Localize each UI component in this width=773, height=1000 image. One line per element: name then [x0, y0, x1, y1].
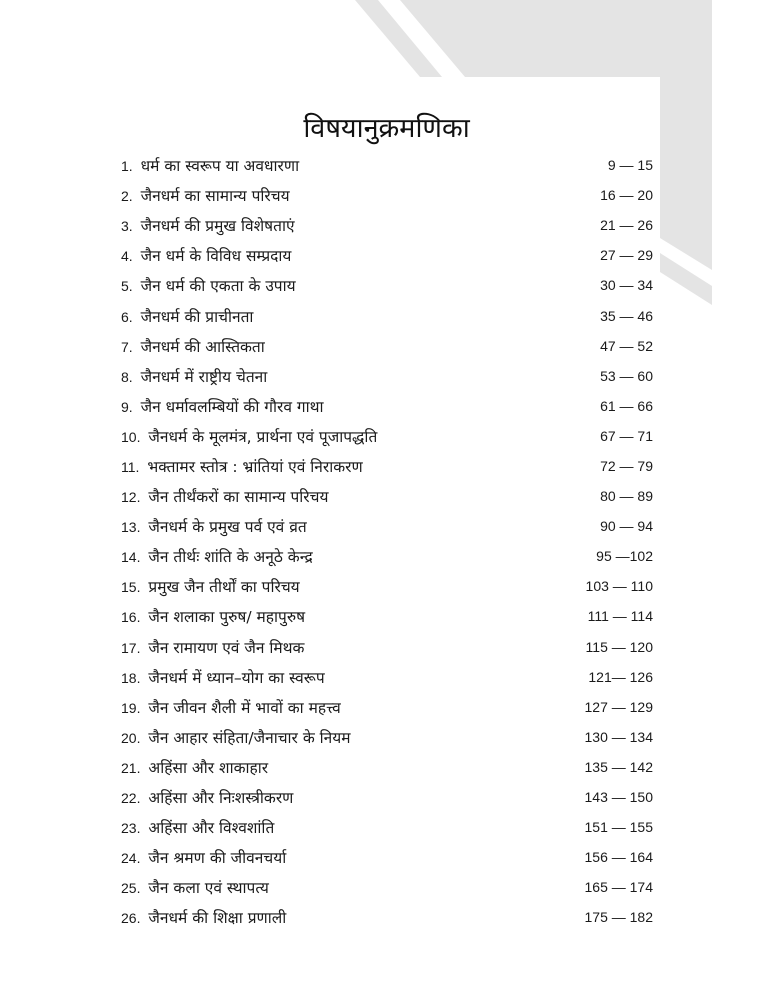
- entry-number: 23.: [121, 820, 141, 837]
- toc-row: [121, 180, 653, 210]
- entry-title: जैनधर्म की आस्तिकता: [140, 337, 265, 356]
- entry-title: जैन धर्मावलम्बियों की गौरव गाथा: [140, 397, 324, 416]
- entry-title: जैनधर्म की शिक्षा प्रणाली: [148, 909, 287, 928]
- page-range: 21 — 26: [600, 217, 653, 234]
- entry-number: 5.: [121, 278, 133, 295]
- entry-number: 2.: [121, 188, 133, 205]
- entry-title: जैन कला एवं स्थापत्य: [148, 879, 269, 898]
- page-range: 130 — 134: [584, 728, 653, 745]
- page-range: 9 — 15: [607, 157, 653, 174]
- entry-number: 21.: [121, 759, 141, 776]
- page-range: 103 — 110: [585, 578, 653, 595]
- entry-number: 18.: [121, 669, 141, 686]
- toc-row: [121, 541, 653, 571]
- toc-row: [121, 752, 653, 782]
- toc-row: [121, 421, 653, 451]
- toc-row: [121, 662, 653, 692]
- entry-number: 12.: [121, 489, 141, 506]
- page-range: 121— 126: [588, 668, 653, 685]
- page-range: 127 — 129: [584, 698, 653, 715]
- page-range: 27 — 29: [600, 247, 653, 264]
- entry-title: भक्तामर स्तोत्र : भ्रांतियां एवं निराकरण: [147, 457, 363, 476]
- page-range: 90 — 94: [600, 518, 653, 535]
- entry-number: 15.: [121, 579, 141, 596]
- entry-title: जैनधर्म की प्राचीनता: [140, 307, 254, 326]
- entry-number: 22.: [121, 790, 141, 807]
- entry-number: 16.: [121, 609, 141, 626]
- entry-number: 6.: [121, 308, 133, 325]
- entry-number: 25.: [121, 880, 141, 897]
- toc-row: [121, 902, 653, 932]
- toc-row: [121, 391, 653, 421]
- entry-title: अहिंसा और शाकाहार: [148, 758, 269, 777]
- entry-title: जैनधर्म के मूलमंत्र, प्रार्थना एवं पूजापद्धति: [148, 427, 378, 446]
- toc-row: [121, 331, 653, 361]
- entry-title: जैन जीवन शैली में भावों का महत्त्व: [148, 698, 341, 717]
- page-range: 47 — 52: [600, 337, 653, 354]
- toc-row: [121, 632, 653, 662]
- page-range: 16 — 20: [600, 187, 653, 204]
- entry-title: जैन श्रमण की जीवनचर्या: [148, 849, 287, 868]
- entry-number: 14.: [121, 549, 141, 566]
- page-range: 53 — 60: [600, 367, 653, 384]
- entry-title: जैनधर्म में राष्ट्रीय चेतना: [140, 367, 268, 386]
- entry-number: 9.: [121, 398, 133, 415]
- entry-number: 10.: [121, 428, 141, 445]
- entry-title: जैन तीर्थः शांति के अनूठे केन्द्र: [148, 548, 313, 567]
- toc-row: [121, 481, 653, 511]
- page-range: 165 — 174: [584, 879, 653, 896]
- toc-row: [121, 270, 653, 300]
- entry-number: 3.: [121, 218, 133, 235]
- entry-title: जैन शलाका पुरुष/ महापुरुष: [148, 608, 306, 627]
- toc-row: [121, 571, 653, 601]
- page-range: 143 — 150: [584, 789, 653, 806]
- toc-row: [121, 511, 653, 541]
- entry-title: अहिंसा और विश्वशांति: [148, 819, 275, 838]
- toc-row: [121, 240, 653, 270]
- page-range: 111 — 114: [587, 608, 653, 625]
- toc-row: [121, 150, 653, 180]
- page-range: 151 — 155: [584, 819, 653, 836]
- entry-title: अहिंसा और निःशस्त्रीकरण: [148, 789, 294, 808]
- entry-title: जैनधर्म का सामान्य परिचय: [140, 187, 290, 206]
- entry-number: 20.: [121, 729, 141, 746]
- toc-row: [121, 601, 653, 631]
- entry-title: जैन धर्म के विविध सम्प्रदाय: [140, 247, 292, 266]
- entry-title: जैन धर्म की एकता के उपाय: [140, 277, 296, 296]
- entry-number: 7.: [121, 338, 133, 355]
- entry-number: 24.: [121, 850, 141, 867]
- page-range: 30 — 34: [600, 277, 653, 294]
- page-range: 61 — 66: [600, 397, 653, 414]
- table-of-contents: [121, 150, 653, 932]
- entry-number: 1.: [121, 158, 133, 175]
- page-title: विषयानुक्रमणिका: [303, 113, 470, 144]
- entry-title: जैन आहार संहिता/जैनाचार के नियम: [148, 728, 351, 747]
- entry-title: जैनधर्म के प्रमुख पर्व एवं व्रत: [148, 518, 307, 537]
- toc-row: [121, 722, 653, 752]
- entry-number: 11.: [121, 458, 140, 475]
- page-range: 95 —102: [596, 548, 653, 565]
- page-range: 156 — 164: [584, 849, 653, 866]
- toc-row: [121, 842, 653, 872]
- entry-title: धर्म का स्वरूप या अवधारणा: [140, 157, 300, 176]
- entry-title: जैन तीर्थंकरों का सामान्य परिचय: [148, 488, 329, 507]
- entry-number: 17.: [121, 639, 141, 656]
- entry-number: 4.: [121, 248, 133, 265]
- toc-row: [121, 210, 653, 240]
- page-range: 115 — 120: [585, 638, 653, 655]
- entry-number: 13.: [121, 519, 141, 536]
- toc-row: [121, 692, 653, 722]
- page-range: 135 — 142: [584, 758, 653, 775]
- toc-row: [121, 451, 653, 481]
- toc-row: [121, 782, 653, 812]
- toc-row: [121, 812, 653, 842]
- toc-row: [121, 300, 653, 330]
- page-range: 35 — 46: [600, 307, 653, 324]
- entry-title: जैनधर्म में ध्यान–योग का स्वरूप: [148, 668, 325, 687]
- entry-title: जैन रामायण एवं जैन मिथक: [148, 638, 305, 657]
- page-range: 72 — 79: [600, 457, 653, 474]
- page-range: 175 — 182: [584, 909, 653, 926]
- toc-row: [121, 872, 653, 902]
- entry-title: जैनधर्म की प्रमुख विशेषताएं: [140, 217, 295, 236]
- toc-row: [121, 361, 653, 391]
- page-range: 80 — 89: [600, 488, 653, 505]
- entry-number: 19.: [121, 699, 141, 716]
- entry-number: 8.: [121, 368, 133, 385]
- entry-number: 26.: [121, 910, 141, 927]
- entry-title: प्रमुख जैन तीर्थों का परिचय: [148, 578, 300, 597]
- page-range: 67 — 71: [600, 427, 653, 444]
